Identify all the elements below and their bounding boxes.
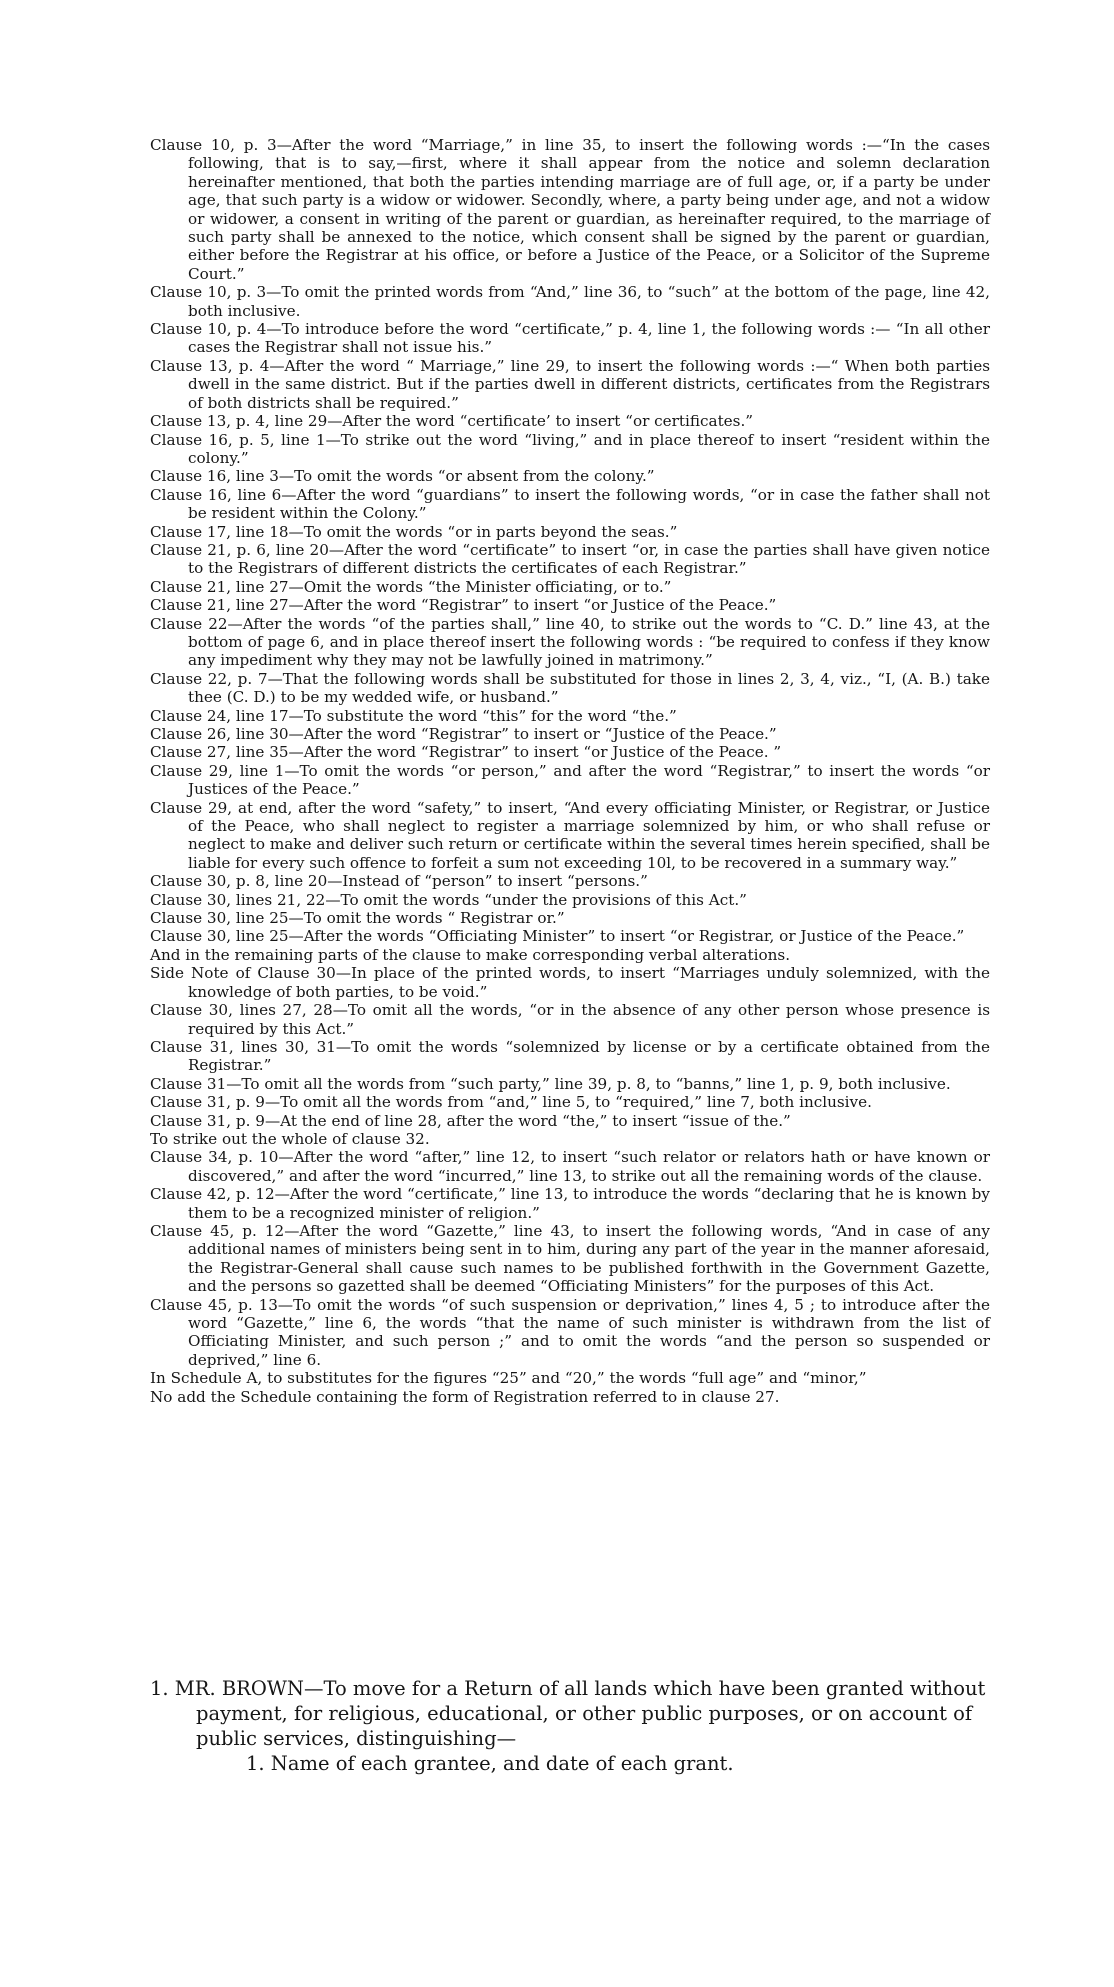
clause-entry: Clause 17, line 18—To omit the words “or in parts beyond the seas.”: [150, 522, 678, 541]
clause-entry: Clause 22, p. 7—That the following words shall be substituted for those in lines 2, 3, 4, viz., “I, (A. B.) take thee (C. D.) to be my wedded wife, or husband.”: [150, 669, 990, 707]
clause-entry: Clause 31, p. 9—At the end of line 28, after the word “the,” to insert “issue of the.”: [150, 1111, 791, 1130]
clause-entry: Clause 21, line 27—Omit the words “the Minister officiating, or to.”: [150, 577, 672, 596]
clause-entry: Clause 30, lines 21, 22—To omit the words “under the provisions of this Act.”: [150, 890, 747, 909]
clause-entry: Clause 31—To omit all the words from “such party,” line 39, p. 8, to “banns,” line 1, p. 9, both inclusive.: [150, 1074, 951, 1093]
clause-entry: Clause 26, line 30—After the word “Registrar” to insert or “Justice of the Peace.”: [150, 725, 777, 743]
clause-list: [150, 136, 990, 1406]
clause-entry: Clause 30, line 25—To omit the words “ Registrar or.”: [150, 909, 565, 928]
clause-entry: Clause 10, p. 3—After the word “Marriage,” in line 35, to insert the following words :—“In the cases following, that is to say,—first, where it shall appear from the notice and solemn declaration hereinafter mentioned, that both the parties intending marriage are of full age, or, if a party be under age, that such party is a widow or widower. Secondly, where, a party being under age, and not a widow or widower, a consent in writing of the parent or guardian, as hereinafter required, to the marriage of such party shall be annexed to the notice, which consent shall be signed by the parent or guardian, either before the Registrar at his office, or before a Justice of the Peace, or a Solicitor of the Supreme Court.”: [150, 136, 990, 283]
clause-entry: Clause 31, lines 30, 31—To omit the words “solemnized by license or by a certificate obtained from the Registrar.”: [150, 1037, 990, 1075]
clause-entry: Clause 29, line 1—To omit the words “or person,” and after the word “Registrar,” to insert the words “or Justices of the Peace.”: [150, 761, 990, 799]
clause-entry: Clause 10, p. 3—To omit the printed words from “And,” line 36, to “such” at the bottom of the page, line 42, both inclusive.: [150, 283, 990, 320]
clause-entry: And in the remaining parts of the clause to make corresponding verbal alterations.: [150, 945, 791, 964]
clause-entry: Clause 16, line 3—To omit the words “or absent from the colony.”: [150, 467, 655, 486]
clause-entry: Clause 42, p. 12—After the word “certificate,” line 13, to introduce the words “declaring that he is known by them to be a recognized minister of religion.”: [150, 1185, 990, 1222]
clause-entry: No add the Schedule containing the form of Registration referred to in clause 27.: [150, 1387, 780, 1406]
clause-entry: Clause 21, p. 6, line 20—After the word “certificate” to insert “or, in case the parties shall have given notice to the Registrars of different districts the certificates of each Registrar.”: [150, 540, 990, 578]
clause-entry: Clause 22—After the words “of the parties shall,” line 40, to strike out the words to “C. D.” line 43, at the bottom of page 6, and in place thereof insert the following words : “be required to confess if they know any impediment why they may not be lawfully joined in matrimony.”: [150, 614, 990, 670]
motion-section: [150, 1676, 1000, 1776]
clause-entry: Clause 45, p. 12—After the word “Gazette,” line 43, to insert the following words, “And in case of any additional names of ministers being sent in to him, during any part of the year in the manner aforesaid, the Registrar-General shall cause such names to be published forthwith in the Government Gazette, and the persons so gazetted shall be deemed “Officiating Ministers” for the purposes of this Act.: [150, 1221, 990, 1296]
clause-entry: Clause 31, p. 9—To omit all the words from “and,” line 5, to “required,” line 7, both inclusive.: [150, 1093, 872, 1112]
clause-entry: Clause 13, p. 4—After the word “ Marriage,” line 29, to insert the following words :—“ When both parties dwell in the same district. But if the parties dwell in different districts, certificates from the Registrars of both districts shall be required.”: [150, 356, 990, 412]
clause-entry: Clause 16, p. 5, line 1—To strike out the word “living,” and in place thereof to insert “resident within the colony.”: [150, 430, 990, 467]
clause-entry: Clause 10, p. 4—To introduce before the word “certificate,” p. 4, line 1, the following words :— “In all other cases the Registrar shall not issue his.”: [150, 320, 990, 357]
clause-entry: Clause 34, p. 10—After the word “after,” line 12, to insert “such relator or relators hath or have known or discovered,” and after the word “incurred,” line 13, to strike out all the remaining words of the clause.: [150, 1148, 990, 1185]
clause-entry: Clause 27, line 35—After the word “Registrar” to insert “or Justice of the Peace. ”: [150, 743, 782, 762]
clause-entry: Clause 29, at end, after the word “safety,” to insert, “And every officiating Minister, or Registrar, or Justice of the Peace, who shall neglect to register a marriage solemnized by him, or who shall refuse or neglect to make and deliver such return or certificate within the several times herein specified, shall be liable for every such offence to forfeit a sum not exceeding 10l, to be recovered in a summary way.”: [150, 798, 990, 872]
clause-entry: Side Note of Clause 30—In place of the printed words, to insert “Marriages unduly solemnized, with the knowledge of both parties, to be void.”: [150, 964, 990, 1001]
clause-entry: Clause 30, lines 27, 28—To omit all the words, “or in the absence of any other person whose presence is required by this Act.”: [150, 1001, 990, 1038]
motion-item: 1. Name of each grantee, and date of each grant.: [246, 1752, 734, 1775]
clause-entry: Clause 16, line 6—After the word “guardians” to insert the following words, “or in case the father shall not be resident within the Colony.”: [150, 485, 990, 523]
clause-entry: Clause 30, line 25—After the words “Officiating Minister” to insert “or Registrar, or Justice of the Peace.”: [150, 927, 965, 946]
motion-text: 1. MR. BROWN—To move for a Return of all lands which have been granted without payment, for religious, educational, or other public purposes, or on account of public services, distinguishing—: [150, 1677, 986, 1750]
clause-entry: Clause 21, line 27—After the word “Registrar” to insert “or Justice of the Peace.”: [150, 596, 777, 615]
clause-entry: Clause 45, p. 13—To omit the words “of such suspension or deprivation,” lines 4, 5 ; to introduce after the word “Gazette,” line 6, the words “that the name of such minister is withdrawn from the list of Officiating Minister, and such person ;” and to omit the words “and the person so suspended or deprived,” line 6.: [150, 1295, 990, 1369]
clause-entry: To strike out the whole of clause 32.: [150, 1129, 430, 1148]
clause-entry: Clause 24, line 17—To substitute the word “this” for the word “the.”: [150, 706, 677, 725]
clause-entry: In Schedule A, to substitutes for the figures “25” and “20,” the words “full age” and “minor,”: [150, 1369, 867, 1388]
clause-entry: Clause 30, p. 8, line 20—Instead of “person” to insert “persons.”: [150, 872, 648, 891]
clause-entry: Clause 13, p. 4, line 29—After the word “certificate’ to insert “or certificates.”: [150, 412, 754, 431]
